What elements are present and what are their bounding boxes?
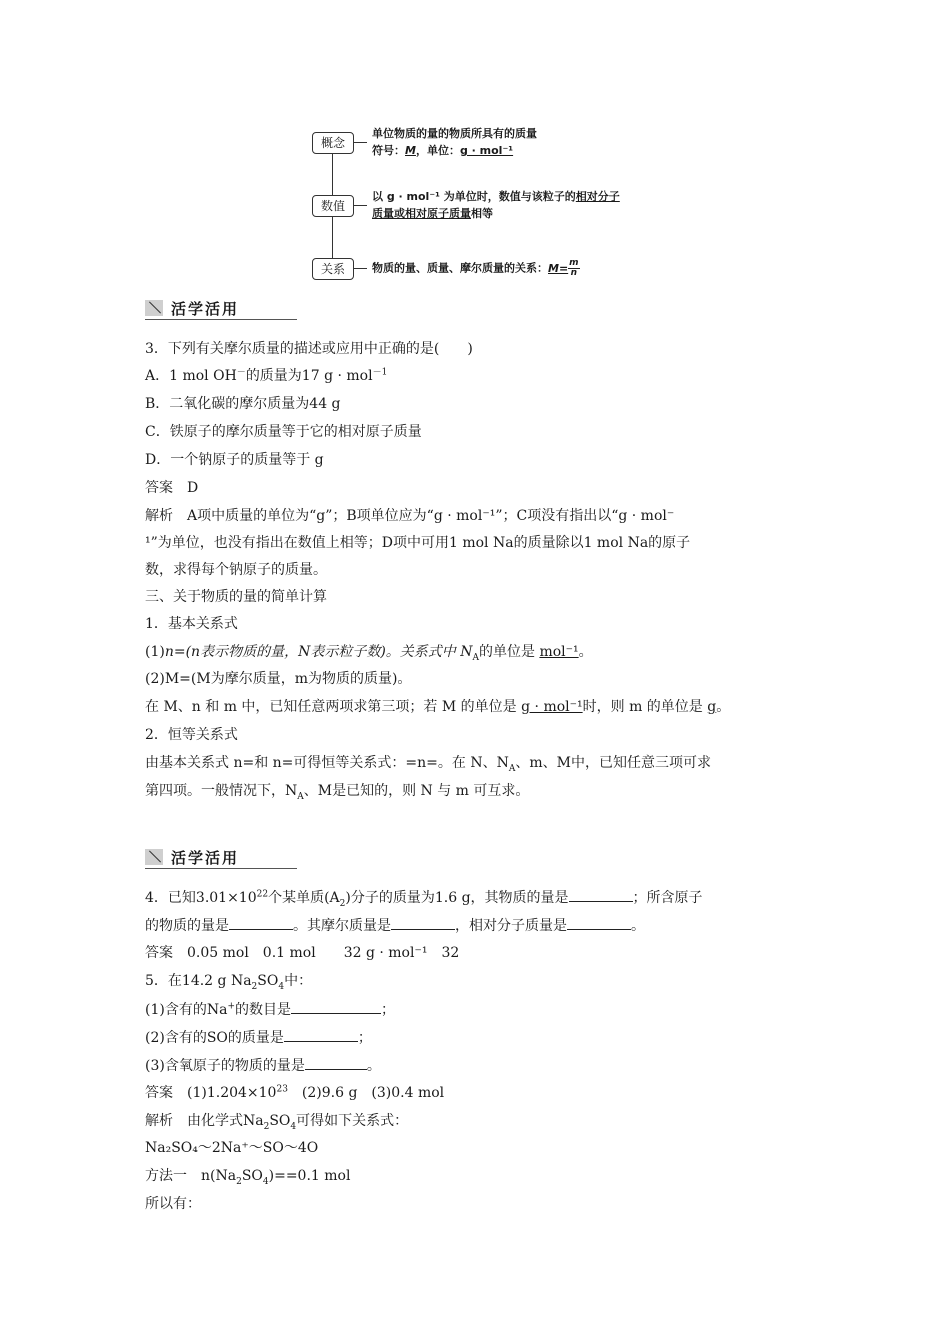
q4-text-g: ，相对分子质量是: [455, 918, 567, 934]
q5-method-a: 方法一 n(Na: [145, 1168, 237, 1184]
section-title: 活学活用: [171, 300, 240, 318]
q5-analysis-a: 解析 由化学式Na: [145, 1113, 264, 1129]
section-title: 活学活用: [171, 849, 240, 867]
q5-p2-a: (2)含有的SO的质量是: [145, 1030, 284, 1046]
l4-text-2: 、m、M中，已知任意三项可求: [515, 755, 711, 771]
section-marker-icon: [145, 849, 163, 865]
q4-text-h: 。: [631, 918, 645, 934]
value-line-2: [372, 205, 620, 222]
value-text-a: 以 g · mol⁻¹ 为单位时，数值与该粒子的: [372, 190, 576, 203]
q5-answer: [145, 1083, 444, 1103]
q5-blank-2[interactable]: [284, 1027, 358, 1042]
q5-analysis-sub-1: 2: [263, 1121, 270, 1132]
q5-relation: Na₂SO₄～2Na⁺～SO～4O: [145, 1140, 319, 1156]
q4-text-a: 4．已知3.01×10: [145, 890, 257, 906]
symbol-M: M: [405, 144, 416, 157]
q5-p1-charge: +: [227, 1001, 235, 1012]
q4-blank-1[interactable]: [569, 887, 633, 902]
value-description: [372, 188, 620, 222]
l1-end: 。: [578, 644, 593, 660]
q5-stem-c: 中：: [284, 973, 313, 989]
q3-option-d: D．一个钠原子的质量等于 g: [145, 452, 324, 468]
relation-text: 物质的量、质量、摩尔质量的关系：: [372, 261, 548, 275]
q4-blank-3[interactable]: [391, 915, 455, 930]
q5-part-1: [145, 999, 395, 1020]
section-marker-icon: [145, 300, 163, 316]
symbol-prefix: 符号：: [372, 144, 405, 157]
q5-p1-a: (1)含有的Na: [145, 1002, 228, 1018]
q3-answer: 答案 D: [145, 480, 199, 496]
node-relation: 关系: [312, 258, 354, 280]
q3-option-c: C．铁原子的摩尔质量等于它的相对原子质量: [145, 424, 422, 440]
formula-fraction: [568, 259, 579, 278]
l3-text-2: 时，则 m 的单位是: [582, 699, 708, 715]
q5-p2-b: ；: [357, 1030, 372, 1046]
q4-blank-4[interactable]: [567, 915, 631, 930]
q5-method-sub-1: 2: [236, 1176, 242, 1187]
q4-text-e: 的物质的量是: [145, 918, 229, 934]
q5-sub-2: 4: [278, 981, 285, 992]
formula-lhs: M=: [548, 261, 569, 275]
q3-a-text: A．1 mol OH: [145, 368, 237, 384]
q3-analysis-1: 解析 A项中质量的单位为“g”；B项单位应为“g · mol⁻¹”；C项没有指出以“g · mol⁻: [145, 508, 675, 524]
q5-p3-b: 。: [366, 1058, 381, 1074]
l5-sub: A: [297, 791, 304, 802]
value-underlined-a: 相对分子: [575, 190, 620, 203]
part3-line-2: (2)M=(M为摩尔质量，m为物质的质量)。: [145, 671, 412, 687]
q3-a-text-2: 的质量为17 g · mol: [245, 368, 373, 384]
q4-answer: 答案 0.05 mol 0.1 mol 32 g · mol⁻¹ 32: [145, 945, 460, 961]
q4-text-c: )分子的质量为1.6 g，其物质的量是: [345, 890, 569, 906]
concept-description: [372, 125, 537, 159]
l3-end: 。: [716, 699, 731, 715]
q5-method-sub-2: 4: [262, 1176, 269, 1187]
q5-p1-c: ；: [380, 1002, 395, 1018]
node-concept: 概念: [312, 132, 354, 154]
q3-analysis-2: ¹”为单位，也没有指出在数值上相等；D项中可用1 mol Na的质量除以1 mol Na的原子: [145, 535, 691, 551]
q5-stem: [145, 971, 312, 991]
connector-concept: [353, 142, 367, 143]
q5-analysis-c: 可得如下关系式：: [296, 1113, 409, 1129]
relation-description: [372, 259, 580, 278]
q5-p3-a: (3)含氧原子的物质的量是: [145, 1058, 305, 1074]
relation-formula: [548, 258, 580, 278]
formula-numerator: m: [569, 258, 579, 268]
q5-blank-1[interactable]: [291, 999, 381, 1014]
l5-text: 第四项。一般情况下，N: [145, 783, 298, 799]
q5-part-2: [145, 1027, 372, 1048]
q4-line-1: [145, 887, 703, 908]
part3-h2: 2．恒等关系式: [145, 727, 238, 743]
l1-prefix: (1): [145, 644, 165, 660]
part3-h1: 1．基本关系式: [145, 616, 238, 632]
q4-text-f: 。其摩尔质量是: [293, 918, 391, 934]
node-value: 数值: [312, 195, 354, 217]
part3-line-1: [145, 642, 593, 662]
l1-unit: mol⁻¹: [539, 644, 579, 660]
q3-analysis-3: 数，求得每个钠原子的质量。: [145, 562, 327, 578]
q4-exponent: 22: [256, 889, 269, 900]
connector-value: [353, 205, 367, 206]
q4-sub: 2: [339, 898, 346, 909]
q3-a-charge: －: [236, 367, 246, 378]
value-text-b: 相等: [471, 207, 493, 220]
q5-answer-exponent: 23: [276, 1084, 288, 1095]
l1-formula: n=(n表示物质的量，N表示粒子数)。关系式中 N: [164, 644, 473, 660]
value-underlined-b: 质量或相对原子质量: [372, 207, 471, 220]
q5-method-c: )==0.1 mol: [268, 1168, 351, 1184]
formula-denominator: n: [570, 268, 578, 278]
q5-stem-a: 5．在14.2 g Na: [145, 973, 252, 989]
q4-line-2: [145, 915, 645, 936]
part3-line-5: [145, 781, 529, 801]
l4-text: 由基本关系式 n=和 n=可得恒等关系式：=n=。在 N、N: [145, 755, 509, 771]
l5-text-2: 、M是已知的，则 N 与 m 可互求。: [303, 783, 530, 799]
concept-symbol-line: [372, 142, 537, 159]
q4-blank-2[interactable]: [229, 915, 293, 930]
q5-answer-a: 答案 (1)1.204×10: [145, 1085, 277, 1101]
q5-answer-b: (2)9.6 g (3)0.4 mol: [287, 1085, 445, 1101]
q5-p1-b: 的数目是: [234, 1002, 291, 1018]
l3-text: 在 M、n 和 m 中，已知任意两项求第三项；若 M 的单位是: [145, 699, 522, 715]
q5-analysis-sub-2: 4: [290, 1121, 297, 1132]
molar-mass-concept-diagram: [300, 122, 660, 292]
part3-heading: 三、关于物质的量的简单计算: [145, 589, 327, 605]
q5-blank-3[interactable]: [305, 1055, 367, 1070]
l1-text: 的单位是: [478, 644, 540, 660]
section-rule: [145, 868, 297, 869]
l3-unit-1: g · mol⁻¹: [521, 699, 583, 715]
q5-analysis: [145, 1111, 408, 1131]
q5-analysis-b: SO: [269, 1113, 291, 1129]
q5-stem-b: SO: [257, 973, 279, 989]
q5-part-3: [145, 1055, 381, 1076]
unit-value: g · mol⁻¹: [459, 144, 514, 157]
q5-method-1: [145, 1166, 350, 1186]
part3-line-4: [145, 753, 711, 773]
q3-a-exponent: －1: [372, 367, 388, 378]
q3-option-a: [145, 366, 387, 386]
q5-so: 所以有：: [145, 1196, 201, 1212]
q4-text-d: ；所含原子: [632, 890, 703, 906]
q3-stem: 3．下列有关摩尔质量的描述或应用中正确的是( ): [145, 341, 473, 357]
section-rule: [145, 319, 297, 320]
q5-method-b: SO: [241, 1168, 263, 1184]
part3-line-3: [145, 697, 730, 717]
concept-definition: 单位物质的量的物质所具有的质量: [372, 127, 537, 140]
q3-option-b: B．二氧化碳的摩尔质量为44 g: [145, 396, 341, 412]
value-line-1: [372, 188, 620, 205]
q4-text-b: 个某单质(A: [268, 890, 340, 906]
unit-prefix: ，单位：: [415, 144, 460, 157]
connector-relation: [353, 268, 367, 269]
l3-unit-2: g: [707, 699, 717, 715]
q5-sub-1: 2: [251, 981, 258, 992]
l4-sub: A: [508, 763, 516, 774]
l1-sub: A: [472, 652, 479, 663]
